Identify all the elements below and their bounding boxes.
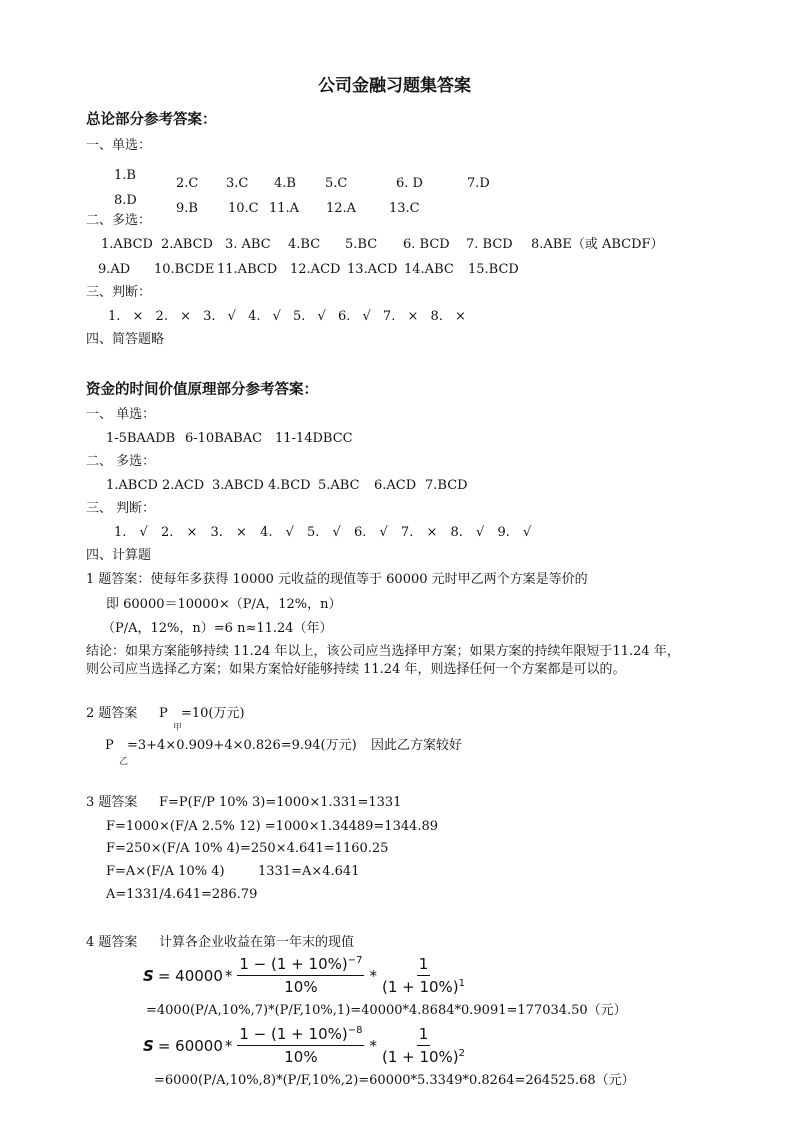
present-value-symbol: P [159,706,168,721]
subscript-jia: 甲 [173,723,183,733]
formula-denominator: (1 + 10%) [381,1048,459,1066]
multi-answer: 2.ABCD [161,237,213,252]
formula-1: S = 40000 * $\frac{1 - (1 + 10\%)^{-7}}{10\%}$ * $\frac{1}{(1 + 10\%)^1}$ [143,955,466,996]
problem-1-equation: 即 60000＝10000×（P/A，12%，n） [106,597,342,612]
formula-numerator: 1 [417,1025,431,1046]
true-false-answers: 1. × 2. × 3. √ 4. √ 5. √ 6. √ 7. × 8. × [108,309,466,324]
answer-1: 1.B [114,168,136,183]
calculation-label: 四、计算题 [86,548,152,563]
multi-answer: 1.ABCD [106,478,158,493]
section-heading-general: 总论部分参考答案： [86,112,217,128]
formula-constant: = 40000 [157,966,223,985]
formula-exponent: 1 [458,978,466,989]
present-value-a: =10(万元) [181,706,245,721]
short-answer-label: 四、简答题略 [86,332,165,347]
multi-answer: 1.ABCD [101,237,153,252]
problem-1-conclusion: 结论：如果方案能够持续 11.24 年以上，该公司应当选择甲方案；如果方案的持续年限短于11.24 年， [86,644,680,659]
multi-answer: 5.ABC [318,478,360,493]
problem-4-calc-1: =4000(P/A,10%,7)*(P/F,10%,1)=40000*4.8684*0.9091=177034.50（元） [146,1003,627,1018]
problem-2-conclusion: 因此乙方案较好 [371,738,463,753]
problem-3-line: F=250×(F/A 10% 4)=250×4.641=1160.25 [106,841,389,856]
multi-answer: 6.ACD [374,478,417,493]
problem-3-line: F=A×(F/A 10% 4) [106,864,225,879]
answer-13: 13.C [389,201,420,216]
formula-exponent: −8 [347,1025,363,1036]
answer-11: 11.A [269,201,300,216]
problem-3-label: 3 题答案 [86,795,138,810]
formula-2: S = 60000 * $\frac{1 - (1 + 10\%)^{-8}}{10\%}$ * $\frac{1}{(1 + 10\%)^2}$ [143,1025,466,1066]
problem-3-line: F=1000×(F/A 2.5% 12) =1000×1.34489=1344.89 [106,819,439,834]
page-title: 公司金融习题集答案 [318,76,471,96]
single-choice-label: 一、 单选： [86,407,156,422]
formula-lhs: S [143,1036,154,1055]
problem-4-label: 4 题答案 [86,935,138,950]
answer-10: 10.C [228,201,259,216]
formula-denominator: 10% [284,1048,318,1066]
multi-answer: 4.BCD [268,478,311,493]
answer-6: 6. D [396,176,423,191]
problem-1-conclusion: 则公司应当选择乙方案；如果方案恰好能够持续 11.24 年，则选择任何一个方案都是可以的。 [86,662,626,677]
formula-numerator: 1 − (1 + 10%) [239,955,348,973]
multi-answer: 6. BCD [403,237,450,252]
multi-answer: 11.ABCD [217,262,278,277]
formula-denominator: 10% [284,978,318,996]
problem-3-line: A=1331/4.641=286.79 [106,887,258,902]
multi-answer: 12.ACD [290,262,341,277]
answer-12: 12.A [326,201,357,216]
answer-4: 4.B [274,176,296,191]
problem-3-line: F=P(F/P 10% 3)=1000×1.331=1331 [159,795,402,810]
single-answer-group: 1-5BAADB [106,431,176,446]
single-answer-group: 11-14DBCC [275,431,353,446]
answer-2: 2.C [176,176,199,191]
answer-3: 3.C [226,176,249,191]
multi-answer: 14.ABC [404,262,454,277]
multi-answer: 7.BCD [425,478,468,493]
multi-answer: 10.BCDE [154,262,215,277]
formula-exponent: 2 [458,1048,466,1059]
formula-constant: = 60000 [157,1036,223,1055]
multi-answer: 3.ABCD [212,478,264,493]
problem-4-description: 计算各企业收益在第一年末的现值 [159,935,355,950]
formula-numerator: 1 [417,955,431,976]
multi-answer: 3. ABC [225,237,271,252]
section-heading-time-value: 资金的时间价值原理部分参考答案： [86,382,318,398]
multi-answer: 15.BCD [468,262,519,277]
formula-lhs: S [143,966,154,985]
multi-answer: 7. BCD [466,237,513,252]
problem-3-line: 1331=A×4.641 [258,864,360,879]
multi-answer: 2.ACD [162,478,205,493]
formula-exponent: −7 [347,955,363,966]
multi-choice-label: 二、 多选： [86,454,156,469]
single-choice-label: 一、单选： [86,138,152,153]
single-answer-group: 6-10BABAC [185,431,263,446]
true-false-label: 三、判断： [86,285,152,300]
multi-answer: 5.BC [345,237,378,252]
present-value-b: =3+4×0.909+4×0.826=9.94(万元) [127,738,357,753]
true-false-label: 三、 判断： [86,501,156,516]
answer-8: 8.D [114,193,137,208]
problem-2-label: 2 题答案 [86,706,138,721]
present-value-symbol: P [105,738,114,753]
answer-5: 5.C [325,176,348,191]
multi-answer: 4.BC [288,237,321,252]
formula-denominator: (1 + 10%) [381,978,459,996]
multi-answer: 9.AD [98,262,131,277]
answer-7: 7.D [467,176,490,191]
formula-numerator: 1 − (1 + 10%) [239,1025,348,1043]
problem-4-calc-2: =6000(P/A,10%,8)*(P/F,10%,2)=60000*5.3349*0.8264=264525.68（元） [154,1073,635,1088]
multi-answer: 13.ACD [347,262,398,277]
multi-choice-label: 二、多选： [86,213,152,228]
problem-1-intro: 1 题答案：使每年多获得 10000 元收益的现值等于 60000 元时甲乙两个方案是等价的 [86,572,588,587]
subscript-yi: 乙 [119,757,129,767]
true-false-answers: 1. √ 2. × 3. × 4. √ 5. √ 6. √ 7. × 8. √ 9. √ [114,525,532,540]
problem-1-equation: （P/A，12%，n）=6 n≈11.24（年） [102,621,333,636]
answer-9: 9.B [176,201,198,216]
multi-answer: 8.ABE（或 ABCDF） [531,237,664,252]
